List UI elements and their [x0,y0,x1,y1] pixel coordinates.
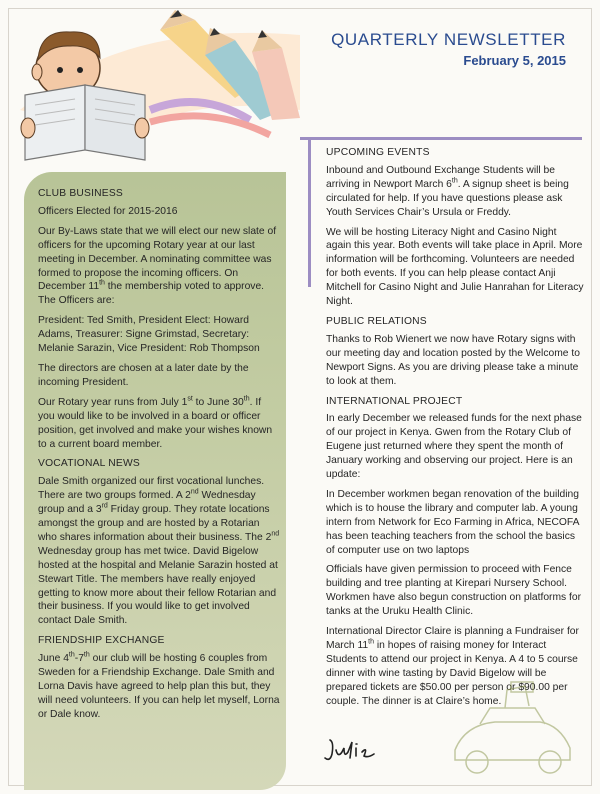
newsletter-date: February 5, 2015 [463,53,566,68]
pr-heading: PUBLIC RELATIONS [326,315,427,327]
upcoming-heading: UPCOMING EVENTS [326,147,430,158]
signature [322,736,382,764]
right-column [326,146,584,715]
vocational-heading: VOCATIONAL NEWS [38,458,140,470]
newsletter-title: QUARTERLY NEWSLETTER [331,30,566,49]
officers-list: President: Ted Smith, President Elect: Howard Adams, Treasurer: Signe Grimstad, Secretary: Melanie Sarazin, Vice President: Rob Thompson [38,315,260,355]
bylaws-paragraph: Our By-Laws state that we will elect our new slate of officers for the upcoming Rotary year at our last meeting in December. A nominating committee was formed to propose the incoming officers. On December 11th the membership voted to approve. The Officers are: [38,225,277,307]
masthead [331,30,566,68]
intl-paragraph-2: In December workmen began renovation of the building which is to house the library and computer lab. A young intern from Network for Eco Farming in Africa, NECOFA has been teaching teachers from the school the basics of computer use on two laptops [326,488,579,556]
column-divider [308,137,311,287]
reading-man-illustration [0,0,600,170]
header-divider [300,137,582,140]
friendship-heading: FRIENDSHIP EXCHANGE [38,635,165,647]
officers-subheading: Officers Elected for 2015-2016 [38,205,178,217]
literacy-casino-paragraph: We will be hosting Literacy Night and Casino Night again this year. Both events will take place in April. More information will be forthcoming. Volunteers are needed for both events. If you can help please contact Anji Mitchell for Casino Night and Julie Hanrahan for Literacy Night. [326,226,584,308]
exchange-students-paragraph: Inbound and Outbound Exchange Students will be arriving in Newport March 6th. A signup sheet is being circulated for help. If you have questions please ask Youth Services Chair’s Ursula or Freddy. [326,164,569,218]
pr-paragraph: Thanks to Rob Wienert we now have Rotary signs with our meeting day and location posted by the Welcome to Newport Signs. As you are driving please take a minute to look at them. [326,333,580,387]
intl-paragraph-1: In early December we released funds for the next phase of our project in Kenya. Gwen from the Rotary Club of Eugene just returned where they spent the month of January working and observing our project. Here is an update: [326,413,582,481]
intl-heading: INTERNATIONAL PROJECT [326,395,463,407]
vocational-paragraph: Dale Smith organized our first vocational lunches. There are two groups formed. A 2nd Wednesday group and a 3rd Friday group. They rotate locations amongst the group and are hosted by a Rotarian who shares information about their business. The 2nd Wednesday group has met twice. David Bigelow hosted at the hospital and Melanie Sarazin hosted at Stewart Title. The members have really enjoyed getting to know more about their fellow Rotarian and their business. If you would like to get involved contact Dale Smith. [38,476,280,627]
intl-paragraph-4: International Director Claire is planning a Fundraiser for March 11th in hopes of raising money for Interact Students to attend our project in Kenya. A 4 to 5 course dinner with wine tasting by David Bigelow will be prepared tickets are $50.00 per person or $90.00 per couple. The dinner is at Claire’s home. [326,626,579,707]
car-illustration [445,680,585,780]
club-business-heading: CLUB BUSINESS [38,188,124,199]
friendship-paragraph: June 4th-7th our club will be hosting 6 couples from Sweden for a Friendship Exchange. Dale Smith and Lorna Davis have agreed to help plan this but, they will need volunteers. If you can help let myself, Lorna or Dale know. [38,651,280,720]
rotary-year-paragraph: Our Rotary year runs from July 1st to June 30th. If you would like to be involved in a board or officer position, get involved and make your wishes known to a current board member. [38,395,273,450]
left-column [38,187,280,728]
intl-paragraph-3: Officials have given permission to proceed with Fence building and tree planting at Kirepari Nursery School. Workmen have also begun construction on platforms for tanks at the Uruku Health Clinic. [326,564,582,618]
directors-paragraph: The directors are chosen at a later date by the incoming President. [38,362,249,388]
